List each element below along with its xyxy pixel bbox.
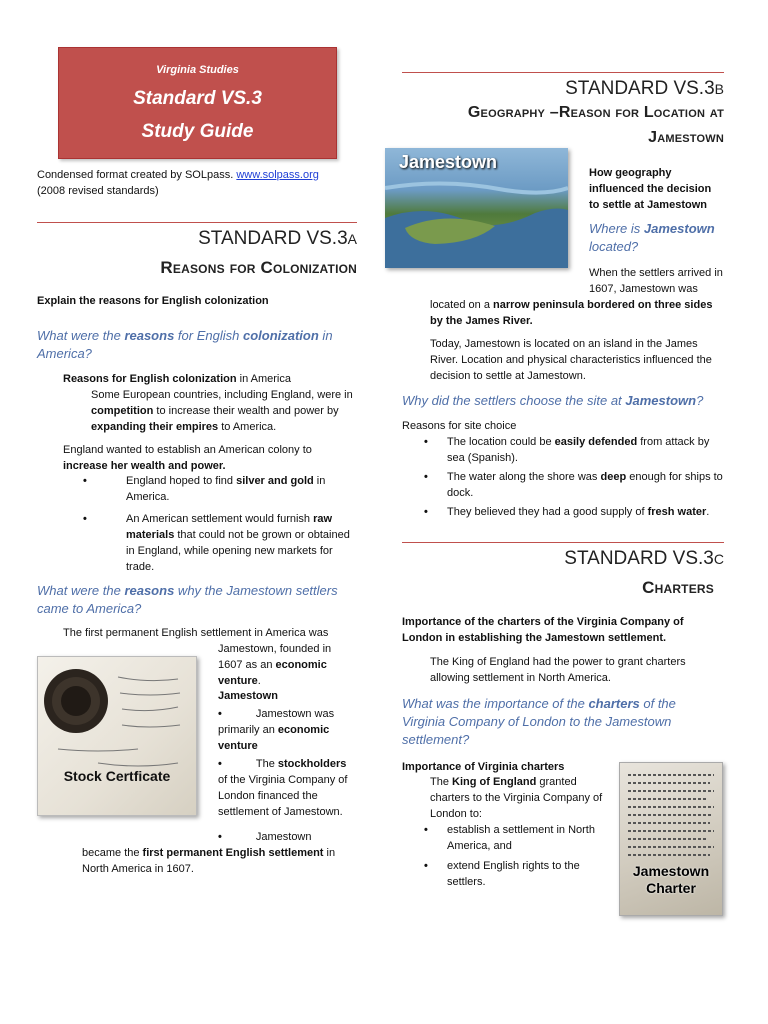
reasons-paragraph: Some European countries, including England, were in competition to increase their wealth and power by expanding their empires to America. [91, 389, 353, 433]
section-title-b-2: Jamestown [648, 129, 724, 146]
question-a2: What were the reasons why the Jamestown settlers came to America? [37, 583, 338, 616]
stock-certificate-image [37, 656, 197, 816]
jamestown-heading: Jamestown [218, 690, 278, 702]
credit-text: Condensed format created by SOLpass. [37, 169, 234, 181]
jamestown-map-image [385, 148, 568, 268]
question-a1: What were the reasons for English colonization in America? [37, 328, 333, 361]
bullet-establish: • establish a settlement in North America, and [424, 824, 595, 852]
credit [37, 167, 337, 199]
bullet-fresh-water: • They believed they had a good supply of fresh water. [424, 506, 710, 518]
jamestown-bullet-2: • The stockholders of the Virginia Company of London financed the settlement of Jamestown. [218, 758, 348, 818]
king-granted-paragraph: The King of England granted charters to the Virginia Company of London to: [430, 776, 603, 820]
title-line-2: Study Guide [141, 121, 254, 142]
standard-vs3a: STANDARD VS.3A [198, 228, 357, 249]
jamestown-bullet-1: • Jamestown was primarily an economic venture [218, 708, 335, 752]
standard-vs3b: STANDARD VS.3B [565, 78, 724, 99]
jamestown-charter-image [619, 762, 723, 916]
divider-b [402, 72, 724, 73]
question-b1: Where is Jamestown located? [589, 221, 715, 254]
stock-certificate-label: Stock Certficate [63, 768, 171, 784]
charters-importance: Importance of the charters of the Virginia Company of London in establishing the Jamestown settlement. [402, 616, 684, 644]
section-title-c: Charters [642, 578, 714, 597]
charter-bullets [402, 822, 612, 890]
jamestown-bullet-3-cont: became the first permanent English settlement in North America in 1607. [82, 847, 336, 875]
bullet-extend-rights: • extend English rights to the settlers. [424, 860, 580, 888]
bullet-silver-gold: • England hoped to find silver and gold in America. [83, 475, 326, 503]
subtitle: Virginia Studies [156, 64, 239, 76]
england-bullets [63, 473, 353, 575]
king-power-paragraph: The King of England had the power to grant charters allowing settlement in North America. [430, 656, 686, 684]
standard-vs3c: STANDARD VS.3C [564, 548, 724, 569]
england-paragraph: England wanted to establish an American colony to increase her wealth and power. [63, 444, 312, 472]
bullet-raw-materials: • An American settlement would furnish raw materials that could not be grown or obtained in England, while opening new markets for trade. [83, 513, 350, 573]
reasons-site-heading: Reasons for site choice [402, 420, 517, 432]
today-paragraph: Today, Jamestown is located on an island in the James River. Location and physical characteristics influenced the decision to settle at Jamestown. [430, 338, 712, 382]
peninsula-text: located on a narrow peninsula bordered on three sides by the James River. [430, 299, 713, 327]
charter-label: Jamestown Charter [632, 863, 710, 896]
importance-charters-heading: Importance of Virginia charters [402, 761, 565, 773]
solpass-link[interactable]: www.solpass.org [236, 169, 319, 181]
first-settlement-paragraph: The first permanent English settlement in America was [63, 627, 329, 639]
bullet-deep-water: • The water along the shore was deep enough for ships to dock. [424, 471, 723, 499]
map-label: Jamestown [399, 152, 498, 172]
question-c1: What was the importance of the charters of the Virginia Company of London to the Jamestown settlement? [402, 696, 676, 747]
wax-seal-icon [38, 657, 196, 815]
geography-how: How geography influenced the decision to settle at Jamestown [589, 167, 712, 211]
divider-c [402, 542, 724, 543]
reasons-heading: Reasons for English colonization in America [63, 373, 291, 385]
section-title-a: Reasons for Colonization [160, 258, 357, 277]
divider-a [37, 222, 357, 223]
section-title-b-1: Geography –Reason for Location at [467, 104, 724, 121]
bullet-defended: • The location could be easily defended from attack by sea (Spanish). [424, 436, 710, 464]
settlers-arrived: When the settlers arrived in 1607, Jamestown was [589, 267, 723, 295]
jamestown-founded: Jamestown, founded in 1607 as an economic venture. [218, 643, 332, 687]
question-b2: Why did the settlers choose the site at Jamestown? [402, 393, 704, 408]
revised-text: (2008 revised standards) [37, 185, 159, 197]
title-box [58, 47, 337, 159]
title-line-1: Standard VS.3 [133, 88, 262, 109]
site-bullets [402, 434, 724, 520]
explain-text: Explain the reasons for English colonization [37, 295, 269, 307]
jamestown-bullet-3: • Jamestown [218, 831, 312, 843]
